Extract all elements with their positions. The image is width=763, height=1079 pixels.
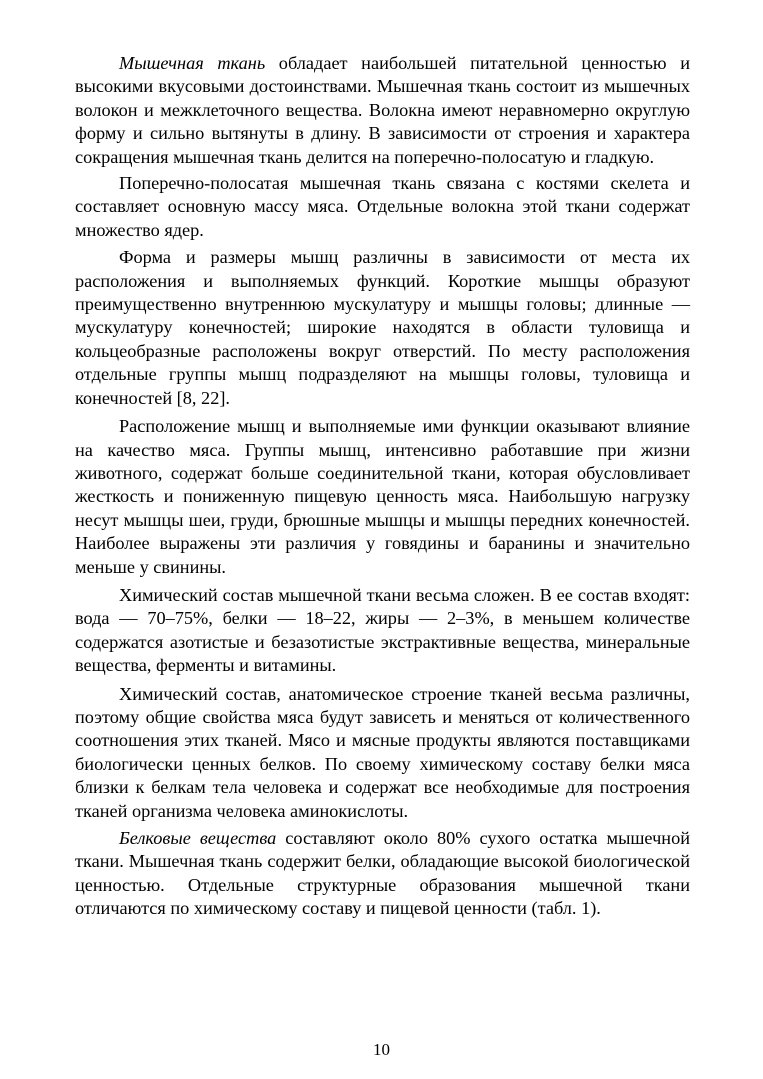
paragraph-muscle-location (75, 415, 690, 579)
page-body (75, 52, 690, 921)
term-muscle-tissue: Мышечная ткань (119, 53, 266, 73)
paragraph-muscle-shape (75, 246, 690, 410)
paragraph-striated-tissue (75, 172, 690, 242)
term-protein-substances: Белковые вещества (119, 828, 277, 848)
paragraph-text: Химический состав, анатомическое строение тканей весьма различны, поэтому общие свойства мяса будут зависеть и меняться от количественного соотношения этих тканей. Мясо и мясные продукты являются поставщиками биологически ценных белков. По своему химическому составу белки мяса близки к белкам тела человека и содержат все необходимые для построения тканей организма человека аминокислоты. (75, 683, 690, 821)
page-number: 10 (373, 1040, 390, 1059)
paragraph-anatomy (75, 683, 690, 823)
paragraph-muscle-tissue (75, 52, 690, 169)
paragraph-text: Химический состав мышечной ткани весьма сложен. В ее состав входят: вода — 70–75%, белки — 18–22, жиры — 2–3%, в меньшем количестве содержатся азотистые и безазотистые экстрактивные вещества, минеральные вещества, ферменты и витамины. (75, 584, 690, 676)
paragraph-protein-substances (75, 827, 690, 921)
paragraph-text: обладает наибольшей питательной ценностью и высокими вкусовыми достоинствами. Мышечная ткань состоит из мышечных волокон и межклеточного вещества. Волокна имеют неравномерно округлую форму и сильно вытянуты в длину. В зависимости от строения и характера сокращения мышечная ткань делится на поперечно-полосатую и гладкую. (75, 53, 690, 167)
paragraph-text: Форма и размеры мышц различны в зависимости от места их расположения и выполняемых функций. Короткие мышцы образуют преимущественно внутреннюю мускулатуру и мышцы головы; длинные — мускулатуру конечностей; широкие находятся в области туловища и кольцеобразные расположены вокруг отверстий. По месту расположения отдельные группы мышц подразделяют на мышцы головы, туловища и конечностей [8, 22]. (75, 247, 690, 408)
paragraph-text: составляют около 80% сухого остатка мышечной ткани. Мышечная ткань содержит белки, обладающие высокой биологической ценностью. Отдельные структурные образования мышечной ткани отличаются по химическому составу и пищевой ценности (табл. 1). (75, 828, 690, 919)
paragraph-text: Поперечно-полосатая мышечная ткань связана с костями скелета и составляет основную массу мяса. Отдельные волокна этой ткани содержат множество ядер. (75, 173, 690, 240)
paragraph-chemical-composition (75, 584, 690, 678)
paragraph-text: Расположение мышц и выполняемые ими функции оказывают влияние на качество мяса. Группы мышц, интенсивно работавшие при жизни животного, содержат больше соединительной ткани, которая обусловливает жесткость и пониженную пищевую ценность мяса. Наибольшую нагрузку несут мышцы шеи, груди, брюшные мышцы и мышцы передних конечностей. Наиболее выражены эти различия у говядины и баранины и значительно меньше у свинины. (75, 416, 690, 577)
